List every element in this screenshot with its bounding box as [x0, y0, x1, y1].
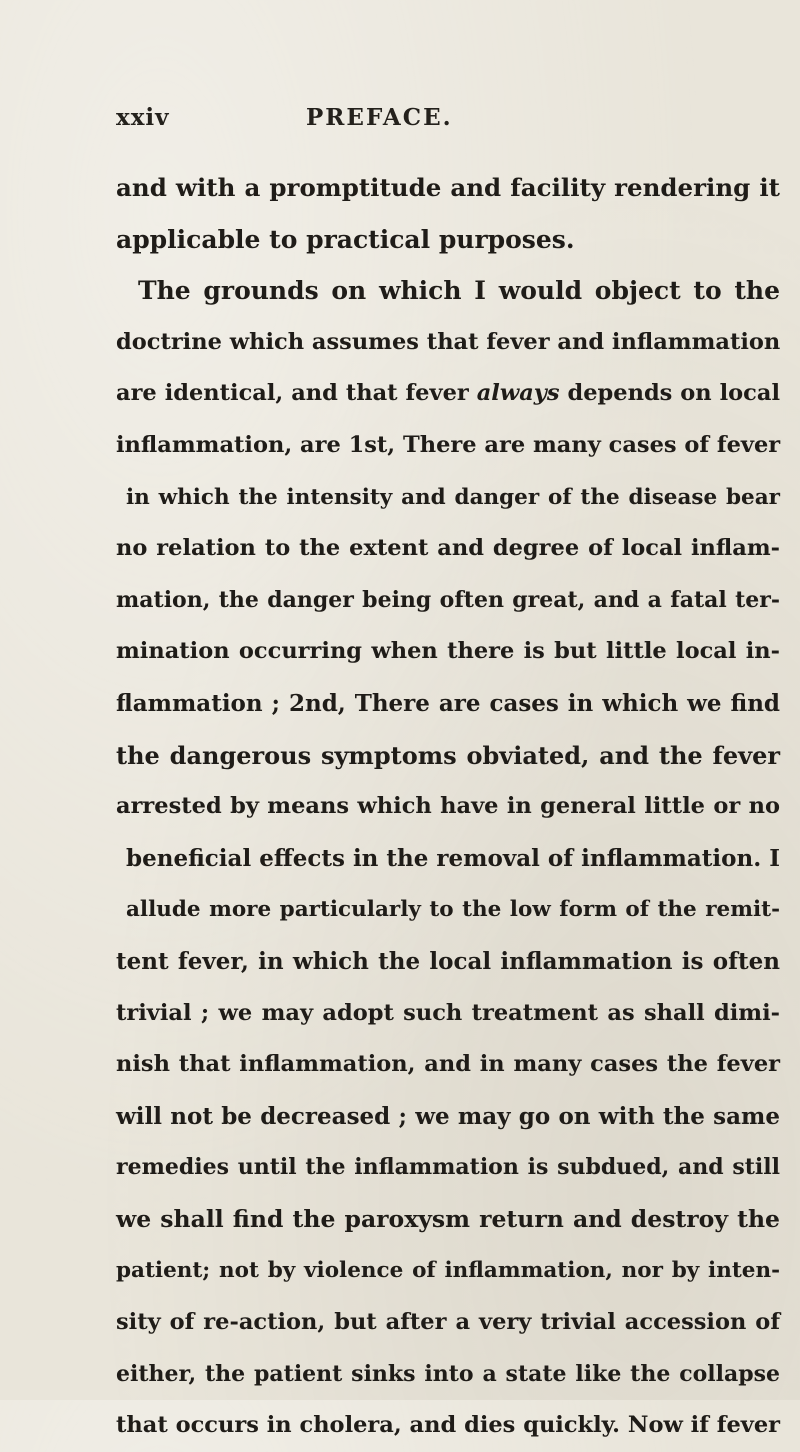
text-line: sity of re-action, but after a very trivial accession of	[116, 1309, 780, 1336]
text-line: allude more particularly to the low form of the remit-	[126, 897, 780, 923]
text-line: nish that inflammation, and in many cases the fever	[116, 1051, 780, 1078]
text-line: The grounds on which I would object to the	[138, 276, 780, 306]
text-line: patient; not by violence of inflammation, nor by inten-	[116, 1258, 780, 1284]
text-line: remedies until the inflammation is subdued, and still	[116, 1154, 780, 1181]
text-line: mation, the danger being often great, and a fatal ter-	[116, 586, 780, 613]
text-line: no relation to the extent and degree of local inflam-	[116, 535, 780, 562]
body-text	[116, 162, 780, 1452]
text-line: tent fever, in which the local inflammation is often	[116, 947, 780, 975]
page-number: xxiv	[116, 104, 170, 131]
text-line: arrested by means which have in general little or no	[116, 793, 780, 820]
text-line: either, the patient sinks into a state like the collapse	[116, 1360, 780, 1387]
text-line: the dangerous symptoms obviated, and the fever	[116, 740, 780, 770]
text-line: and with a promptitude and facility rendering it	[116, 173, 780, 202]
text-line: trivial ; we may adopt such treatment as shall dimi-	[116, 999, 780, 1026]
text-line: in which the intensity and danger of the disease bear	[126, 484, 780, 510]
text-line: mination occurring when there is but little local in-	[116, 638, 780, 665]
text-line: we shall find the paroxysm return and destroy the	[116, 1204, 780, 1233]
text-line: beneficial effects in the removal of inflammation. I	[126, 844, 780, 872]
running-title: PREFACE.	[306, 104, 453, 131]
text-line: flammation ; 2nd, There are cases in which we find	[116, 689, 780, 717]
text-line: doctrine which assumes that fever and inflammation	[116, 328, 781, 355]
text-line: applicable to practical purposes.	[116, 224, 575, 254]
text-line: inflammation, are 1st, There are many cases of fever	[116, 431, 781, 458]
text-line: that occurs in cholera, and dies quickly. Now if fever	[116, 1412, 780, 1439]
running-head	[116, 104, 676, 144]
text-line: will not be decreased ; we may go on with the same	[116, 1102, 780, 1130]
text-line: are identical, and that fever always depends on local	[116, 380, 780, 407]
